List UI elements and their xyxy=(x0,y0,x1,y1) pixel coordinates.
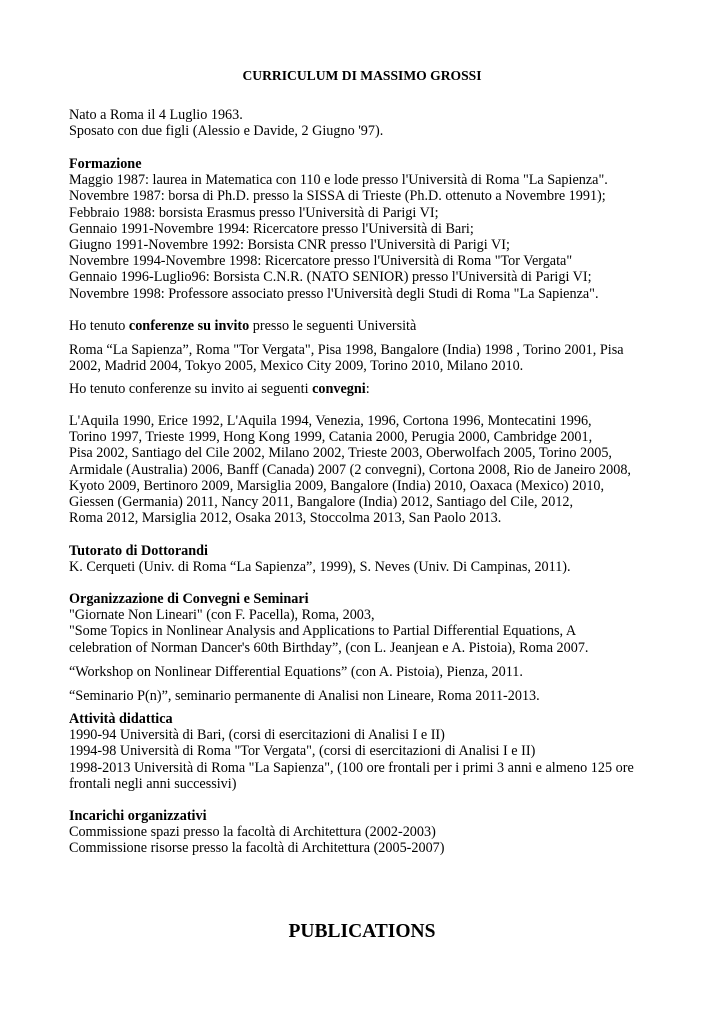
workshop-paragraph xyxy=(69,664,679,680)
incarichi-line: Commissione risorse presso la facoltà di Architettura (2005-2007) xyxy=(69,840,445,857)
didattica-line: 1990-94 Università di Bari, (corsi di esercitazioni di Analisi I e II) xyxy=(69,727,445,744)
tutorato-heading: Tutorato di Dottorandi xyxy=(69,543,208,559)
section-didattica xyxy=(69,711,679,792)
convegni-bold: convegni xyxy=(312,381,366,397)
conferenze-intro: Ho tenuto conferenze su invito presso le seguenti Università xyxy=(69,318,417,334)
formazione-line: Novembre 1998: Professore associato presso l'Università degli Studi di Roma "La Sapienza". xyxy=(69,285,599,302)
formazione-line: Gennaio 1996-Luglio96: Borsista C.N.R. (NATO SENIOR) presso l'Università di Parigi VI; xyxy=(69,269,592,286)
formazione-line: Gennaio 1991-Novembre 1994: Ricercatore presso l'Università di Bari; xyxy=(69,220,474,237)
formazione-line: Novembre 1994-Novembre 1998: Ricercatore presso l'Università di Roma "Tor Vergata" xyxy=(69,253,573,270)
convegni-line: Torino 1997, Trieste 1999, Hong Kong 1999, Catania 2000, Perugia 2000, Cambridge 2001, xyxy=(69,429,593,446)
convegni-list xyxy=(69,413,679,526)
formazione-line: Febbraio 1988: borsista Erasmus presso l'Università di Parigi VI; xyxy=(69,204,439,221)
convegni-line: Pisa 2002, Santiago del Cile 2002, Milano 2002, Trieste 2003, Oberwolfach 2005, Torino 2005, xyxy=(69,445,612,462)
birth-line: Nato a Roma il 4 Luglio 1963. xyxy=(69,107,243,123)
conferenze-list xyxy=(69,342,679,374)
convegni-line: L'Aquila 1990, Erice 1992, L'Aquila 1994, Venezia, 1996, Cortona 1996, Montecatini 1996, xyxy=(69,413,592,429)
section-organizzazione xyxy=(69,591,679,656)
convegni-line: Roma 2012, Marsiglia 2012, Osaka 2013, Stoccolma 2013, San Paolo 2013. xyxy=(69,510,502,527)
didattica-heading: Attività didattica xyxy=(69,711,173,727)
organizzazione-line: celebration of Norman Dancer's 60th Birthday”, (con L. Jeanjean e A. Pistoia), Roma 2007. xyxy=(69,639,589,656)
didattica-line: 1994-98 Università di Roma "Tor Vergata", (corsi di esercitazioni di Analisi I e II) xyxy=(69,743,536,760)
formazione-line: Novembre 1987: borsa di Ph.D. presso la SISSA di Trieste (Ph.D. ottenuto a Novembre 1991); xyxy=(69,188,606,205)
family-line: Sposato con due figli (Alessio e Davide, 2 Giugno '97). xyxy=(69,123,384,140)
section-tutorato xyxy=(69,543,679,575)
publications-heading: PUBLICATIONS xyxy=(288,921,436,942)
seminario-paragraph xyxy=(69,688,679,704)
conferenze-line: Roma “La Sapienza”, Roma "Tor Vergata", Pisa 1998, Bangalore (India) 1998 , Torino 2001, Pisa xyxy=(69,342,624,358)
tutorato-line: K. Cerqueti (Univ. di Roma “La Sapienza”, 1999), S. Neves (Univ. Di Campinas, 2011). xyxy=(69,559,571,576)
convegni-intro: Ho tenuto conferenze su invito ai seguenti convegni: xyxy=(69,381,370,397)
seminario-line: “Seminario P(n)”, seminario permanente di Analisi non Lineare, Roma 2011-2013. xyxy=(69,688,540,704)
page-title: CURRICULUM DI MASSIMO GROSSI xyxy=(242,68,482,83)
personal-info xyxy=(69,107,679,139)
formazione-heading: Formazione xyxy=(69,156,142,172)
conferenze-line: 2002, Madrid 2004, Tokyo 2005, Mexico City 2009, Torino 2010, Milano 2010. xyxy=(69,358,524,375)
didattica-line: 1998-2013 Università di Roma "La Sapienza", (100 ore frontali per i primi 3 anni e almeno 125 ore xyxy=(69,759,634,776)
incarichi-line: Commissione spazi presso la facoltà di Architettura (2002-2003) xyxy=(69,824,436,841)
conferenze-invito-bold: conferenze su invito xyxy=(128,318,250,334)
organizzazione-line: "Some Topics in Nonlinear Analysis and Applications to Partial Differential Equations, A xyxy=(69,623,577,640)
organizzazione-line: "Giornate Non Lineari" (con F. Pacella), Roma, 2003, xyxy=(69,607,375,624)
formazione-line: Maggio 1987: laurea in Matematica con 110 e lode presso l'Università di Roma "La Sapienza". xyxy=(69,172,608,189)
convegni-line: Giessen (Germania) 2011, Nancy 2011, Bangalore (India) 2012, Santiago del Cile, 2012, xyxy=(69,494,574,511)
didattica-line: frontali negli anni successivi) xyxy=(69,775,237,792)
section-incarichi xyxy=(69,808,679,857)
workshop-line: “Workshop on Nonlinear Differential Equations” (con A. Pistoia), Pienza, 2011. xyxy=(69,664,523,680)
formazione-line: Giugno 1991-Novembre 1992: Borsista CNR presso l'Università di Parigi VI; xyxy=(69,237,510,254)
incarichi-heading: Incarichi organizzativi xyxy=(69,808,207,824)
section-formazione xyxy=(69,156,679,302)
convegni-line: Kyoto 2009, Bertinoro 2009, Marsiglia 2009, Bangalore (India) 2010, Oaxaca (Mexico) 2010, xyxy=(69,477,605,494)
convegni-line: Armidale (Australia) 2006, Banff (Canada) 2007 (2 convegni), Cortona 2008, Rio de Janeiro 2008, xyxy=(69,461,631,478)
organizzazione-heading: Organizzazione di Convegni e Seminari xyxy=(69,591,309,607)
